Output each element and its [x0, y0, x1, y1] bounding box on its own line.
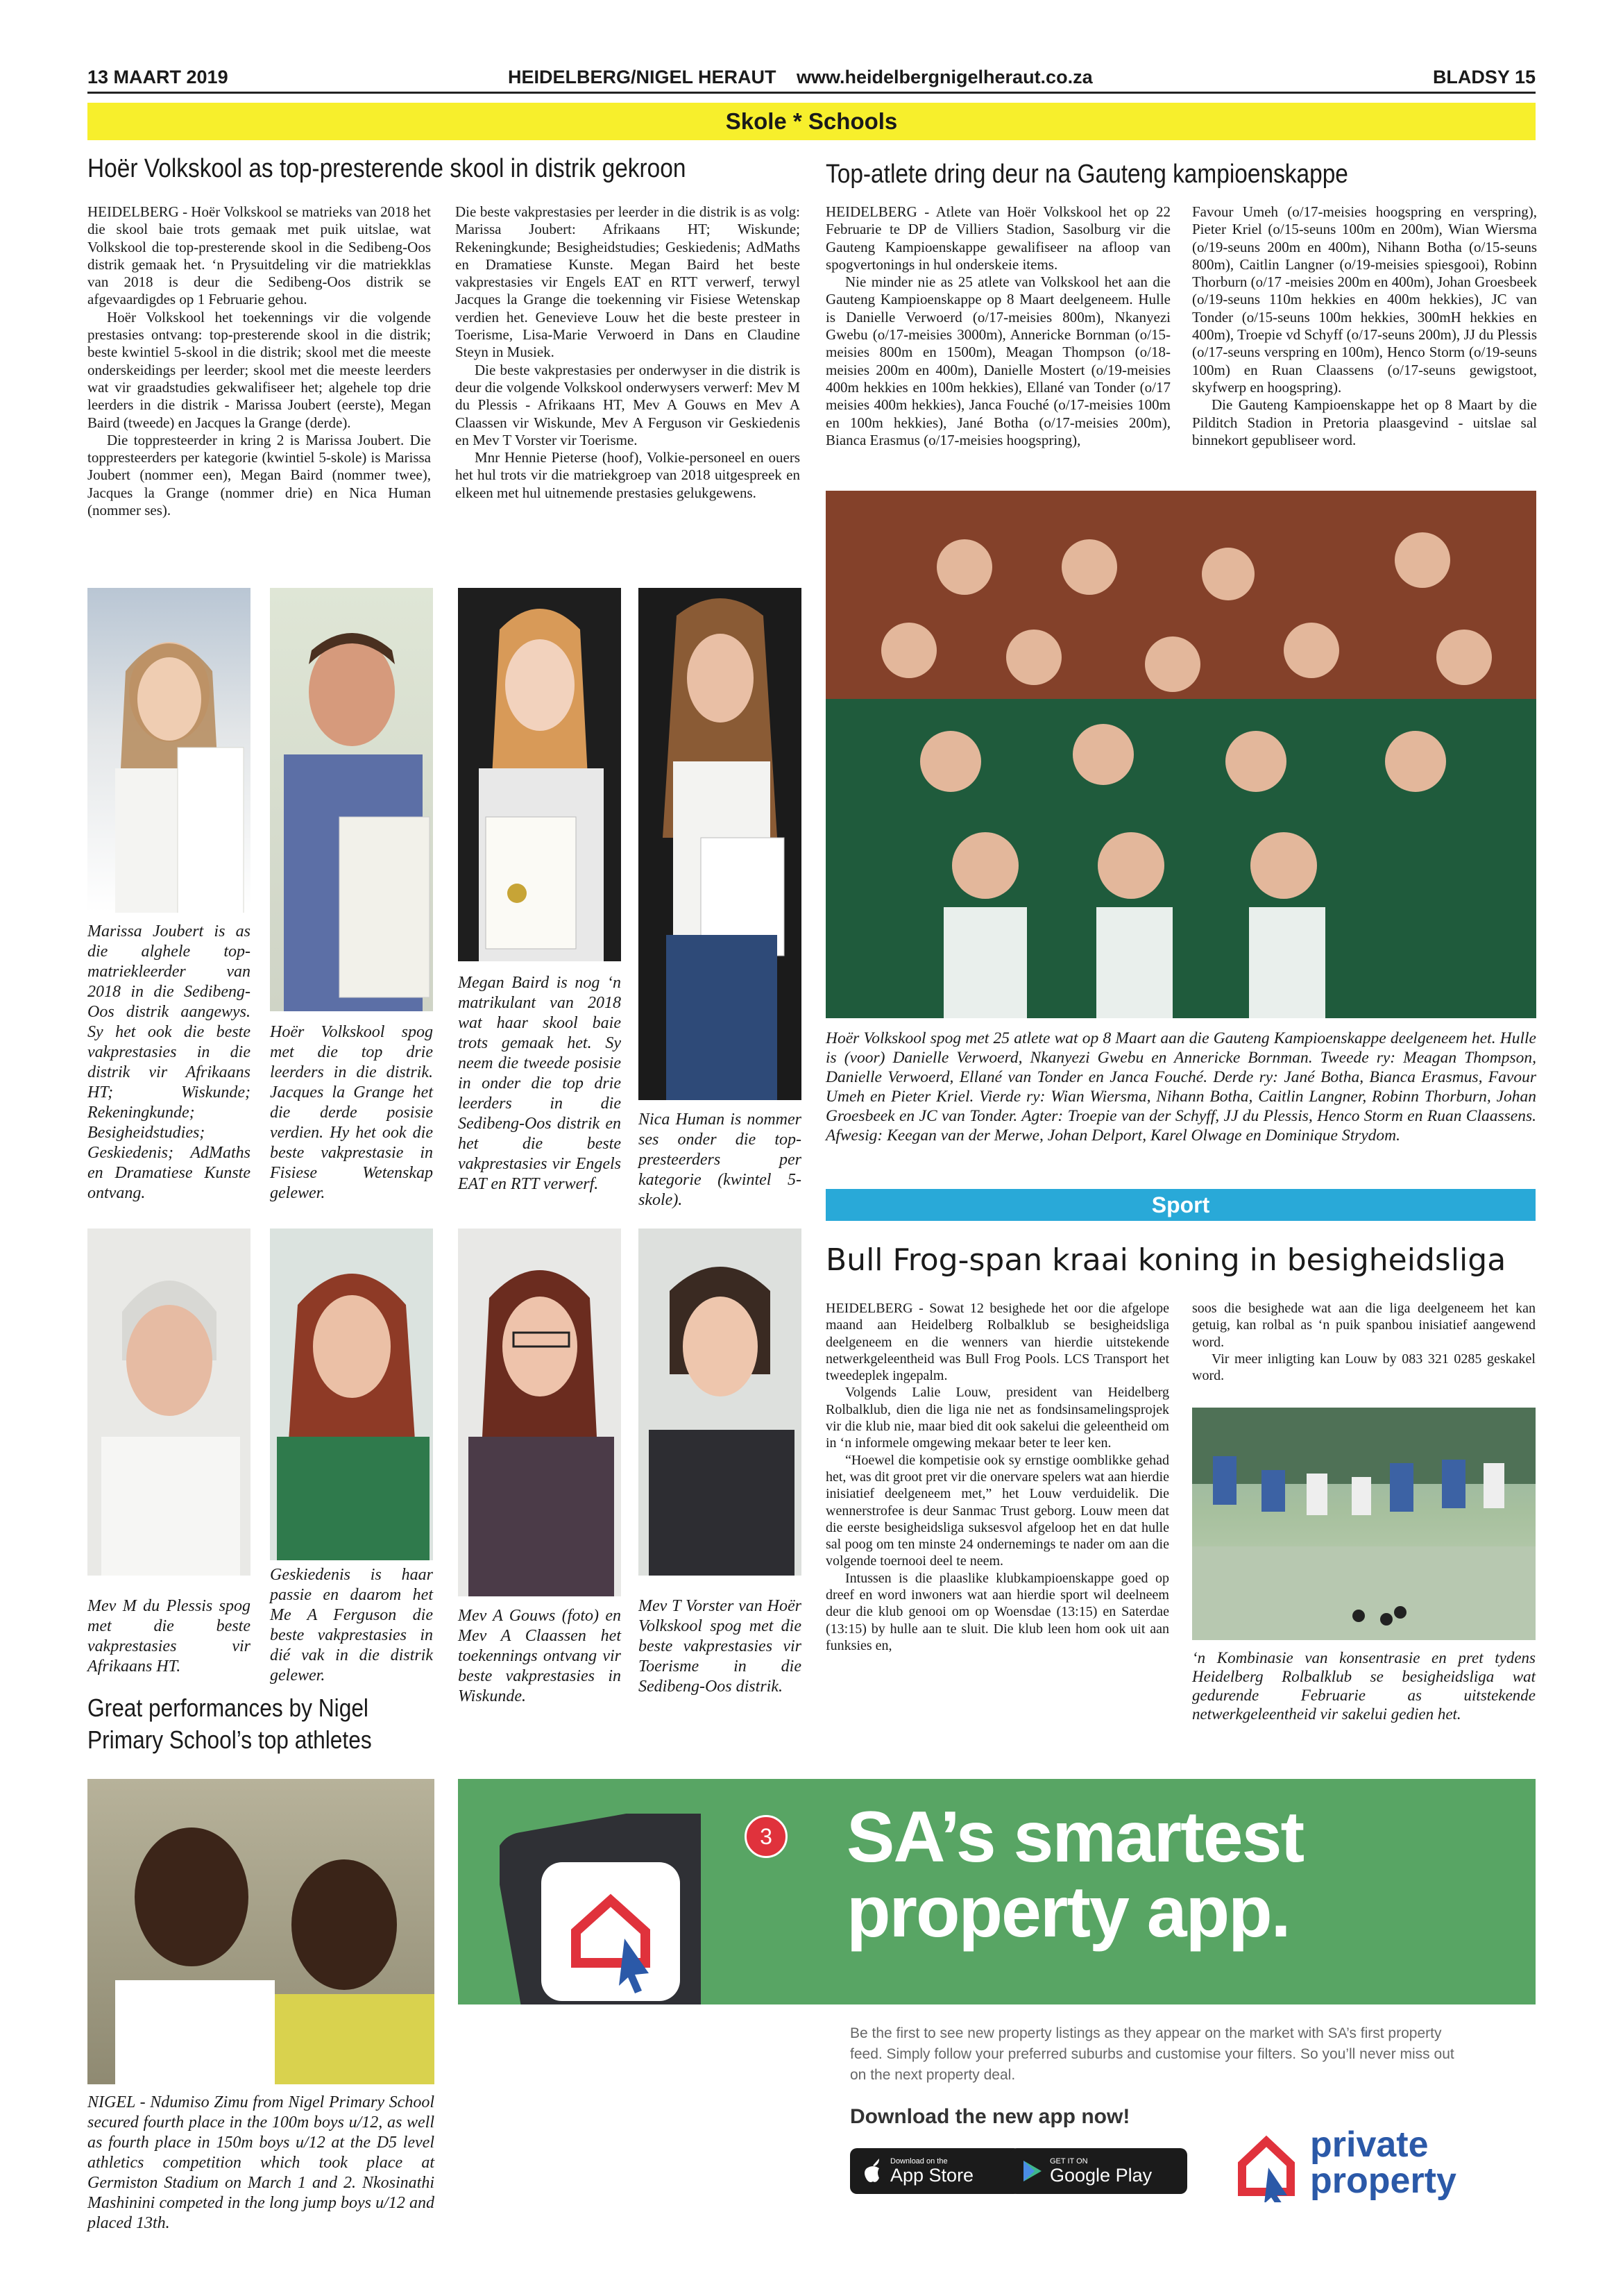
article2-para: HEIDELBERG - Atlete van Hoër Volkskool het op 22 Februarie te DP de Villiers Stadion, Sasolburg vir die Gauteng Kampioenskappe gewalifiseer na afloop van spogvertonings in hul onderskeie items. — [826, 203, 1171, 273]
article3-para: HEIDELBERG - Sowat 12 besighede het oor die afgelope maand aan Heidelberg Rolbalklub se besigheidsliga deelgeneem en die wenners van hierdie uitstekende netwerkgeleentheid was Bull Frog Pools. LCS Transport het tweedeplek ingepalm. — [826, 1301, 1169, 1384]
photo-mev-du-plessis — [87, 1229, 250, 1576]
app-store-button[interactable] — [850, 2148, 1021, 2194]
article4-headline-line1: Great performances by Nigel — [87, 1694, 368, 1722]
photo-me-ferguson — [270, 1229, 433, 1560]
caption-gouws: Mev A Gouws (foto) en Mev A Claassen het toekennings ontvang vir beste vakprestasies in Wiskunde. — [458, 1607, 621, 1705]
photo-megan-baird — [458, 588, 621, 961]
article1-para: Die beste vakprestasies per leerder in die distrik is as volg: Marissa Joubert: Afrikaans HT; Wiskunde; Rekeningkunde; Besigheidstudies; Geskiedenis; AdMaths en Dramatiese Kunste. Megan Baird het beste vakprestasies vir Engels EAT en RTT verwerf, terwyl Jacques la Grange die toekenning vir Fisiese Wetenskap verdien het. Genevieve Louw het die beste presteer in Toerisme, Lisa-Marie Verwoerd in Dans en Claudine Steyn in Musiek. — [455, 203, 800, 361]
photo-athletes-group — [826, 491, 1536, 1018]
caption-nigel: NIGEL - Ndumiso Zimu from Nigel Primary School secured fourth place in the 100m boys u/12, as well as fourth place in 150m boys u/12 at the D5 level athletics competition which took place at Germiston Stadium on March 1 and 2. Nkosinathi Mashinini competed in the long jump boys u/12 and placed 13th. — [87, 2093, 434, 2232]
ad-title — [847, 1797, 1304, 1952]
article3-para: soos die besighede wat aan die liga deelgeneem het kan getuig, kan rolbal as ‘n puik spanbou inisiatief aangewend word. — [1192, 1301, 1536, 1350]
article1-col1 — [87, 203, 431, 519]
google-play-small-text: GET IT ON — [1050, 2157, 1088, 2166]
ad-banner — [458, 1779, 1536, 2004]
photo-jacques-la-grange — [270, 588, 433, 1011]
house-cursor-icon — [1228, 2126, 1305, 2202]
article4-headline-line2: Primary School’s top athletes — [87, 1725, 372, 1754]
paper-name: HEIDELBERG/NIGEL HERAUT — [508, 67, 776, 87]
photo-bowls-club — [1192, 1408, 1536, 1640]
article3-para: Vir meer inligting kan Louw by 083 321 0285 geskakel word. — [1192, 1351, 1536, 1384]
google-play-big-text: Google Play — [1050, 2165, 1153, 2186]
brand-line1: private — [1310, 2125, 1429, 2165]
article1-para: Die beste vakprestasies per onderwyser in die distrik is deur die volgende Volkskool onderwysers verwerf: Mev M du Plessis - Afrikaans HT, Mev A Gouws en Mev A Claassen vir Wiskunde, Mev A Ferguson vir Geskiedenis en Mev T Vorster vir Toerisme. — [455, 361, 800, 448]
header-rule — [87, 92, 1536, 94]
article3-para: Volgends Lalie Louw, president van Heidelberg Rolbalklub, dien die liga nie net as fondsinsamelingsprojek vir die klub nie, maar bied dit ook sakelui die geleentheid om in ‘n informele omgewing mekaar beter te leer ken. — [826, 1385, 1169, 1451]
photo-marissa-joubert — [87, 588, 250, 913]
caption-jacques: Hoër Volkskool spog met die top drie leerders in die distrik. Jacques la Grange het die derde posisie verdien. Hy het ook die beste vakprestasie in Fisiese Wetenskap gelewer. — [270, 1023, 433, 1202]
portrait-image — [638, 1229, 801, 1576]
article2-col2 — [1192, 203, 1537, 449]
issue-date: 13 MAART 2019 — [87, 67, 228, 87]
paper-url: www.heidelbergnigelheraut.co.za — [797, 67, 1093, 87]
portrait-image — [270, 1229, 433, 1560]
caption-ferguson: Geskiedenis is haar passie en daarom het Me A Ferguson die beste vakprestasies in dié vak in die distrik gelewer. — [270, 1566, 433, 1685]
section-bar: Skole * Schools — [87, 103, 1536, 140]
ad-title-line1: SA’s smartest — [847, 1797, 1304, 1877]
portrait-image — [458, 1229, 621, 1596]
google-play-icon — [1022, 2159, 1043, 2183]
article3-para: “Hoewel die kompetisie ook sy ernstige oomblikke gehad het, was dit groot pret vir die onervare spelers wat aan hierdie inisiatief deelgeneem met,” het Louw verduidelik. Die wennerstrofee is deur Sanmac Trust geborg. Louw meen dat die eerste besigheidsliga suksesvol afgeloop het en dat hulle sal poog om ten minste 24 ondernemings te nader om aan die volgende toernooi deel te neem. — [826, 1452, 1169, 1569]
ad-body-text: Be the first to see new property listings as they appear on the market with SA’s first property feed. Simply follow your preferred suburbs and customise your filters. So you’ll never miss out on the next property deal. — [850, 2025, 1454, 2083]
article1-para: Hoër Volkskool het toekennings vir die volgende prestasies ontvang: top-presterende skool in die distrik; beste kwintiel 5-skool in die distrik; skool met die meeste onderskeidings per leerder; skool met die meeste leerders wat vir graadstudies gekwalifiseer het; algehele top drie leerders in die distrik - Marissa Joubert (eerste), Megan Baird (tweede) en Jacques la Grange (derde). — [87, 308, 431, 431]
ad-download-heading: Download the new app now! — [850, 2105, 1130, 2128]
article3-para: Intussen is die plaaslike klubkampioenskappe goed op dreef en word inwoners wat aan hierdie sport wil deelneem deur die klub genooi om op Woensdae (13:15) en Saterdae (13:15) by hulle aan te sluit. Die klub leen hom ook uit aan funksies en, — [826, 1570, 1169, 1653]
article2-para: Nie minder nie as 25 atlete van Volkskool het aan die Gauteng Kampioenskappe op 8 Maart deelgeneem. Hulle is Danielle Verwoerd (o/17-meisies 800m), Nkanyezi Gwebu (o/17-meisies 3000m), Annericke Bornman (o/15-meisies 800m en 1500m), Meagan Thompson (o/18-meisies 200m en 400m), Danielle Mostert (o/19-meisies 400m hekkies en 100m hekkies), Ellané van Tonder (o/17 meisies 400m hekkies), Janca Fouché (o/17-meisies 100m en 100m hekkies), Jané Botha (o/17-meisies 200m), Bianca Erasmus (o/17-meisies hoogspring), — [826, 273, 1171, 448]
article2-col1 — [826, 203, 1171, 449]
portrait-image — [270, 588, 433, 1011]
portrait-image — [638, 588, 801, 1100]
phone-icon — [500, 1814, 701, 2004]
brand-line2: property — [1310, 2161, 1456, 2201]
article1-col2 — [455, 203, 800, 502]
bowls-image — [1192, 1408, 1536, 1640]
portrait-image — [87, 588, 250, 913]
article2-headline: Top-atlete dring deur na Gauteng kampioenskappe — [826, 160, 1348, 189]
google-play-button[interactable] — [1010, 2148, 1187, 2194]
caption-athletes: Hoër Volkskool spog met 25 atlete wat op 8 Maart aan die Gauteng Kampioenskappe deelgeneem het. Hulle is (voor) Danielle Verwoerd, Nkanyezi Gwebu en Annericke Bornman. Tweede ry: Meagan Thompson, Danielle Verwoerd, Ellané van Tonder en Janca Fouché. Derde ry: Jané Botha, Bianca Erasmus, Favour Umeh en Pieter Kriel. Vierde ry: Wian Wiersma, Nihann Botha, Caitlin Langner, Robinn Thorburn, Johan Groesbeek en JC van Tonder. Agter: Troepie van der Schyff, JJ du Plessis, Henco Storm en Ruan Claassens. Afwesig: Keegan van der Merwe, Johan Delport, Karel Olwage en Dominique Strydom. — [826, 1029, 1536, 1145]
apple-icon — [863, 2159, 883, 2184]
article1-para: Die toppresteerder in kring 2 is Marissa Joubert. Die toppresteerders per kategorie (kwintiel 5-skole) is Marissa Joubert (nommer een), Megan Baird (nommer twee), Jacques la Grange (nommer drie) en Nica Human (nommer ses). — [87, 431, 431, 519]
photo-mev-gouws — [458, 1229, 621, 1596]
page-number: BLADSY 15 — [1432, 67, 1536, 87]
article1-para: Mnr Hennie Pieterse (hoof), Volkie-personeel en ouers het hul trots vir die matriekgroep van 2018 uitgespreek en elkeen met hul uitnemende prestasies gelukgewens. — [455, 449, 800, 501]
article2-para: Favour Umeh (o/17-meisies hoogspring en verspring), Pieter Kriel (o/15-seuns 100m en 200m), Wian Wiersma (o/19-seuns 200m en 400m), Nihann Botha (o/15-seuns 800m), Caitlin Langner (o/19-meisies spiesgooi), Robinn Thorburn (o/17 -meisies 200m en 400m), Johan Groesbeek (o/19-seuns 110m hekkies en 400m hekkies), JC van Tonder (o/15-seuns 100m hekkies, 300mH hekkies en 400m), Troepie vd Schyff (o/17-seuns 200m), JJ du Plessis (o/17-seuns verspring en 100m), Henco Storm (o/19-seuns 100m) en Ruan Claassens (o/17-seuns gewigstoot, skyfwerp en hoogspring). — [1192, 203, 1537, 396]
group-image — [826, 491, 1536, 1018]
article3-headline: Bull Frog-span kraai koning in besigheidsliga — [826, 1242, 1506, 1278]
article1-para: HEIDELBERG - Hoër Volkskool se matrieks van 2018 het die skool baie trots gemaak met puik uitslae, wat Volkskool die top-presterende skool in die Sedibeng-Oos distrik gemaak het. ‘n Prysuitdeling vir die matriekklas van 2018 is deur die Sedibeng-Oos distrik se afgevaardigdes op 1 Februarie gehou. — [87, 203, 431, 308]
group-image — [87, 1779, 434, 2084]
portrait-image — [458, 588, 621, 961]
caption-nica: Nica Human is nommer ses onder die top-presteerders per kategorie (kwintel 5-skole). — [638, 1111, 801, 1209]
caption-vorster: Mev T Vorster van Hoër Volkskool spog met die beste vakprestasies vir Toerisme in die Sedibeng-Oos distrik. — [638, 1597, 801, 1696]
caption-bowls: ‘n Kombinasie van konsentrasie en pret tydens Heidelberg Rolbalklub se besigheidsliga wat gedurende Februarie as uitstekende netwerkgeleentheid vir sakelui gedien het. — [1192, 1649, 1536, 1723]
caption-marissa: Marissa Joubert is as die alghele top-matriekleerder van 2018 in die Sedibeng-Oos distrik aangewys. Sy het ook die beste vakprestasies in die distrik vir Afrikaans HT; Wiskunde; Rekeningkunde; Besigheidstudies; Geskiedenis; AdMaths en Dramatiese Kunste ontvang. — [87, 922, 250, 1202]
article3-col1 — [826, 1300, 1169, 1654]
caption-megan: Megan Baird is nog ‘n matrikulant van 2018 wat haar skool baie trots gemaak het. Sy neem die tweede posisie in onder die top drie leerders in die Sedibeng-Oos distrik en het die beste vakprestasies vir Engels EAT en RTT verwerf. — [458, 974, 621, 1193]
ad-title-line2: property app. — [847, 1872, 1290, 1952]
property-app-ad[interactable] — [458, 1779, 1536, 2223]
caption-du-plessis: Mev M du Plessis spog met die beste vakprestasies vir Afrikaans HT. — [87, 1597, 250, 1675]
photo-nica-human — [638, 588, 801, 1100]
photo-nigel-athletes — [87, 1779, 434, 2084]
private-property-logo[interactable] — [1228, 2126, 1485, 2202]
sport-section-bar: Sport — [826, 1189, 1536, 1221]
portrait-image — [87, 1229, 250, 1576]
notification-badge: 3 — [745, 1815, 788, 1858]
app-store-small-text: Download on the — [890, 2157, 948, 2166]
photo-mev-vorster — [638, 1229, 801, 1576]
article2-para: Die Gauteng Kampioenskappe het op 8 Maart by die Pilditch Stadion in Pretoria plaasgevind - uitslae sal binnekort gepubliseer word. — [1192, 396, 1537, 448]
app-store-big-text: App Store — [890, 2165, 974, 2186]
article3-col2 — [1192, 1300, 1536, 1384]
article1-headline: Hoër Volkskool as top-presterende skool in distrik gekroon — [87, 154, 686, 183]
